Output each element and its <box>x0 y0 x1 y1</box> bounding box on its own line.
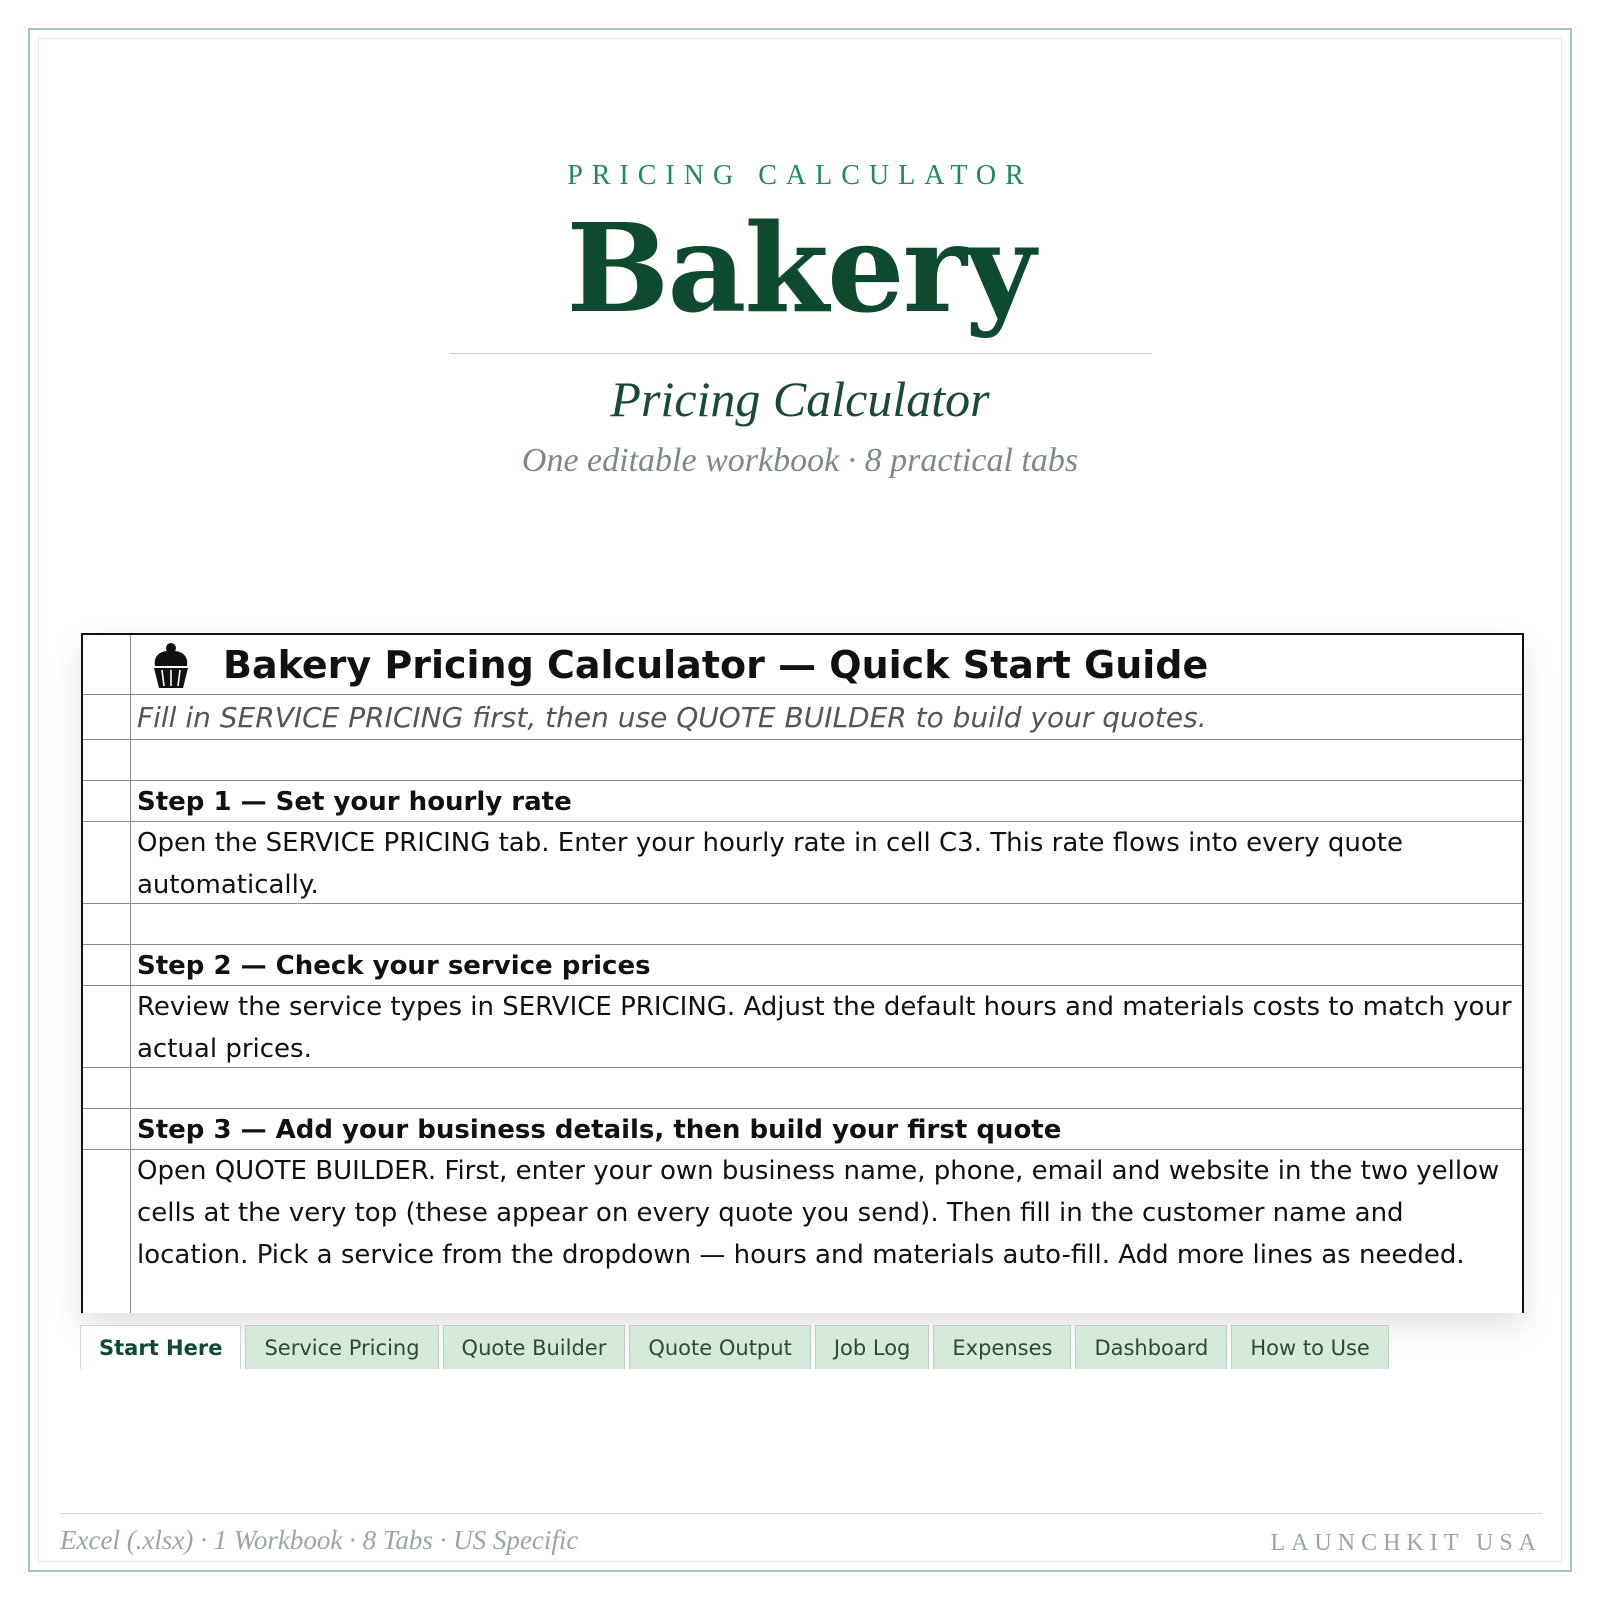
sheet-cell[interactable] <box>137 635 1512 694</box>
spreadsheet-grid <box>81 633 1524 1313</box>
sheet-row <box>83 740 1522 781</box>
sheet-cell[interactable] <box>137 740 1512 780</box>
sheet-row <box>83 1150 1522 1313</box>
row-header[interactable] <box>83 781 131 821</box>
row-header[interactable] <box>83 1109 131 1149</box>
step-body-cell[interactable]: Open QUOTE BUILDER. First, enter your own business name, phone, email and website in the two yellow cells at the very top (these appear on every quote you send). Then fill in the customer name and location. Pick a service from the dropdown — hours and materials auto-fill. Add more lines as needed. <box>137 1156 1500 1270</box>
step-body-cell[interactable]: Open the SERVICE PRICING tab. Enter your hourly rate in cell C3. This rate flows into every quote automatically. <box>137 828 1403 900</box>
cupcake-icon <box>149 640 193 690</box>
row-header[interactable] <box>83 695 131 739</box>
tab-service-pricing[interactable]: Service Pricing <box>245 1325 438 1369</box>
tab-expenses[interactable]: Expenses <box>933 1325 1071 1369</box>
sheet-cell[interactable] <box>137 904 1512 944</box>
step-title-cell[interactable]: Step 3 — Add your business details, then build your first quote <box>137 1115 1062 1145</box>
sheet-row <box>83 1109 1522 1150</box>
sheet-row <box>83 822 1522 904</box>
tab-dashboard[interactable]: Dashboard <box>1075 1325 1227 1369</box>
sheet-tab-bar <box>80 1325 1389 1369</box>
row-header[interactable] <box>83 635 131 694</box>
step-title-cell[interactable]: Step 2 — Check your service prices <box>137 951 651 981</box>
sheet-row <box>83 904 1522 945</box>
footer-specs: Excel (.xlsx) · 1 Workbook · 8 Tabs · US Specific <box>60 1525 579 1555</box>
product-tagline: One editable workbook · 8 practical tabs <box>521 442 1079 479</box>
sheet-cell[interactable] <box>137 1068 1512 1108</box>
row-header[interactable] <box>83 904 131 944</box>
sheet-heading: Bakery Pricing Calculator — Quick Start Guide <box>223 642 1209 687</box>
tab-how-to-use[interactable]: How to Use <box>1231 1325 1388 1369</box>
row-header[interactable] <box>83 822 131 903</box>
tab-start-here[interactable]: Start Here <box>80 1325 241 1369</box>
sheet-row <box>83 986 1522 1068</box>
sheet-row <box>83 695 1522 740</box>
product-title: Bakery <box>566 196 1034 340</box>
footer-divider <box>60 1513 1542 1514</box>
row-header[interactable] <box>83 1150 131 1313</box>
sheet-row <box>83 635 1522 695</box>
step-body-cell[interactable]: Review the service types in SERVICE PRICING. Adjust the default hours and materials costs to match your actual prices. <box>137 992 1512 1064</box>
product-subtitle: Pricing Calculator <box>610 371 990 427</box>
tab-job-log[interactable]: Job Log <box>815 1325 930 1369</box>
row-header[interactable] <box>83 986 131 1067</box>
row-header[interactable] <box>83 1068 131 1108</box>
sheet-row <box>83 1068 1522 1109</box>
sheet-intro-cell[interactable]: Fill in SERVICE PRICING first, then use QUOTE BUILDER to build your quotes. <box>137 701 1207 734</box>
eyebrow-label: PRICING CALCULATOR <box>567 160 1033 191</box>
title-divider <box>450 353 1152 354</box>
tab-quote-builder[interactable]: Quote Builder <box>443 1325 626 1369</box>
row-header[interactable] <box>83 945 131 985</box>
sheet-row <box>83 781 1522 822</box>
brand-wordmark: LAUNCHKIT USA <box>1270 1530 1542 1556</box>
sheet-row <box>83 945 1522 986</box>
tab-quote-output[interactable]: Quote Output <box>629 1325 810 1369</box>
step-title-cell[interactable]: Step 1 — Set your hourly rate <box>137 787 572 817</box>
row-header[interactable] <box>83 740 131 780</box>
